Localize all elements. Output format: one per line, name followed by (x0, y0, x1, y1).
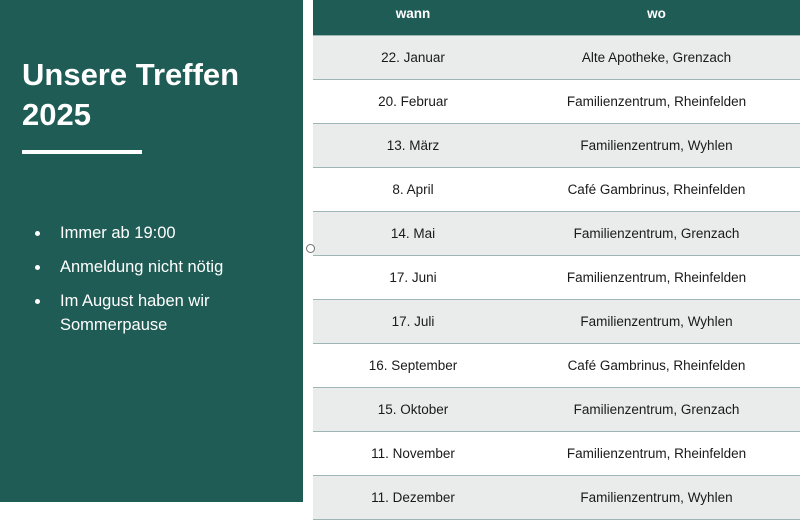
title-block (22, 55, 284, 154)
table-row (313, 344, 800, 388)
table-row (313, 476, 800, 520)
bullet-dot-icon (35, 265, 40, 270)
list-item (22, 290, 292, 338)
cell-where: Familienzentrum, Rheinfelden (513, 256, 800, 300)
cell-where: Alte Apotheke, Grenzach (513, 36, 800, 80)
table-row (313, 432, 800, 476)
cell-where: Familienzentrum, Rheinfelden (513, 80, 800, 124)
cell-when: 22. Januar (313, 36, 513, 80)
meetings-table (313, 0, 800, 520)
cell-when: 8. April (313, 168, 513, 212)
cell-when: 14. Mai (313, 212, 513, 256)
list-item (22, 256, 292, 280)
table-header-row (313, 0, 800, 36)
cell-where: Familienzentrum, Grenzach (513, 388, 800, 432)
resize-handle[interactable] (306, 244, 315, 253)
cell-when: 11. Dezember (313, 476, 513, 520)
table-row (313, 300, 800, 344)
bullet-list (22, 222, 292, 348)
cell-where: Café Gambrinus, Rheinfelden (513, 344, 800, 388)
cell-when: 13. März (313, 124, 513, 168)
cell-where: Familienzentrum, Wyhlen (513, 124, 800, 168)
bullet-text: Im August haben wir Sommerpause (60, 291, 210, 334)
table-row (313, 168, 800, 212)
table-row (313, 80, 800, 124)
bullet-dot-icon (35, 299, 40, 304)
cell-when: 15. Oktober (313, 388, 513, 432)
table-row (313, 256, 800, 300)
table-row (313, 36, 800, 80)
cell-where: Familienzentrum, Wyhlen (513, 476, 800, 520)
column-header-where: wo (513, 0, 800, 36)
cell-when: 17. Juli (313, 300, 513, 344)
cell-when: 20. Februar (313, 80, 513, 124)
page-title: Unsere Treffen 2025 (22, 57, 240, 132)
cell-where: Familienzentrum, Wyhlen (513, 300, 800, 344)
column-header-when: wann (313, 0, 513, 36)
cell-when: 11. November (313, 432, 513, 476)
cell-where: Familienzentrum, Grenzach (513, 212, 800, 256)
title-divider (22, 150, 142, 154)
list-item (22, 222, 292, 246)
left-title-panel (0, 0, 303, 502)
table-row (313, 388, 800, 432)
meetings-table-container (313, 0, 800, 520)
table-row (313, 124, 800, 168)
table-row (313, 212, 800, 256)
cell-where: Café Gambrinus, Rheinfelden (513, 168, 800, 212)
cell-when: 17. Juni (313, 256, 513, 300)
bullet-text: Anmeldung nicht nötig (60, 257, 224, 276)
bullet-text: Immer ab 19:00 (60, 224, 176, 242)
bullet-dot-icon (35, 231, 40, 236)
cell-where: Familienzentrum, Rheinfelden (513, 432, 800, 476)
cell-when: 16. September (313, 344, 513, 388)
